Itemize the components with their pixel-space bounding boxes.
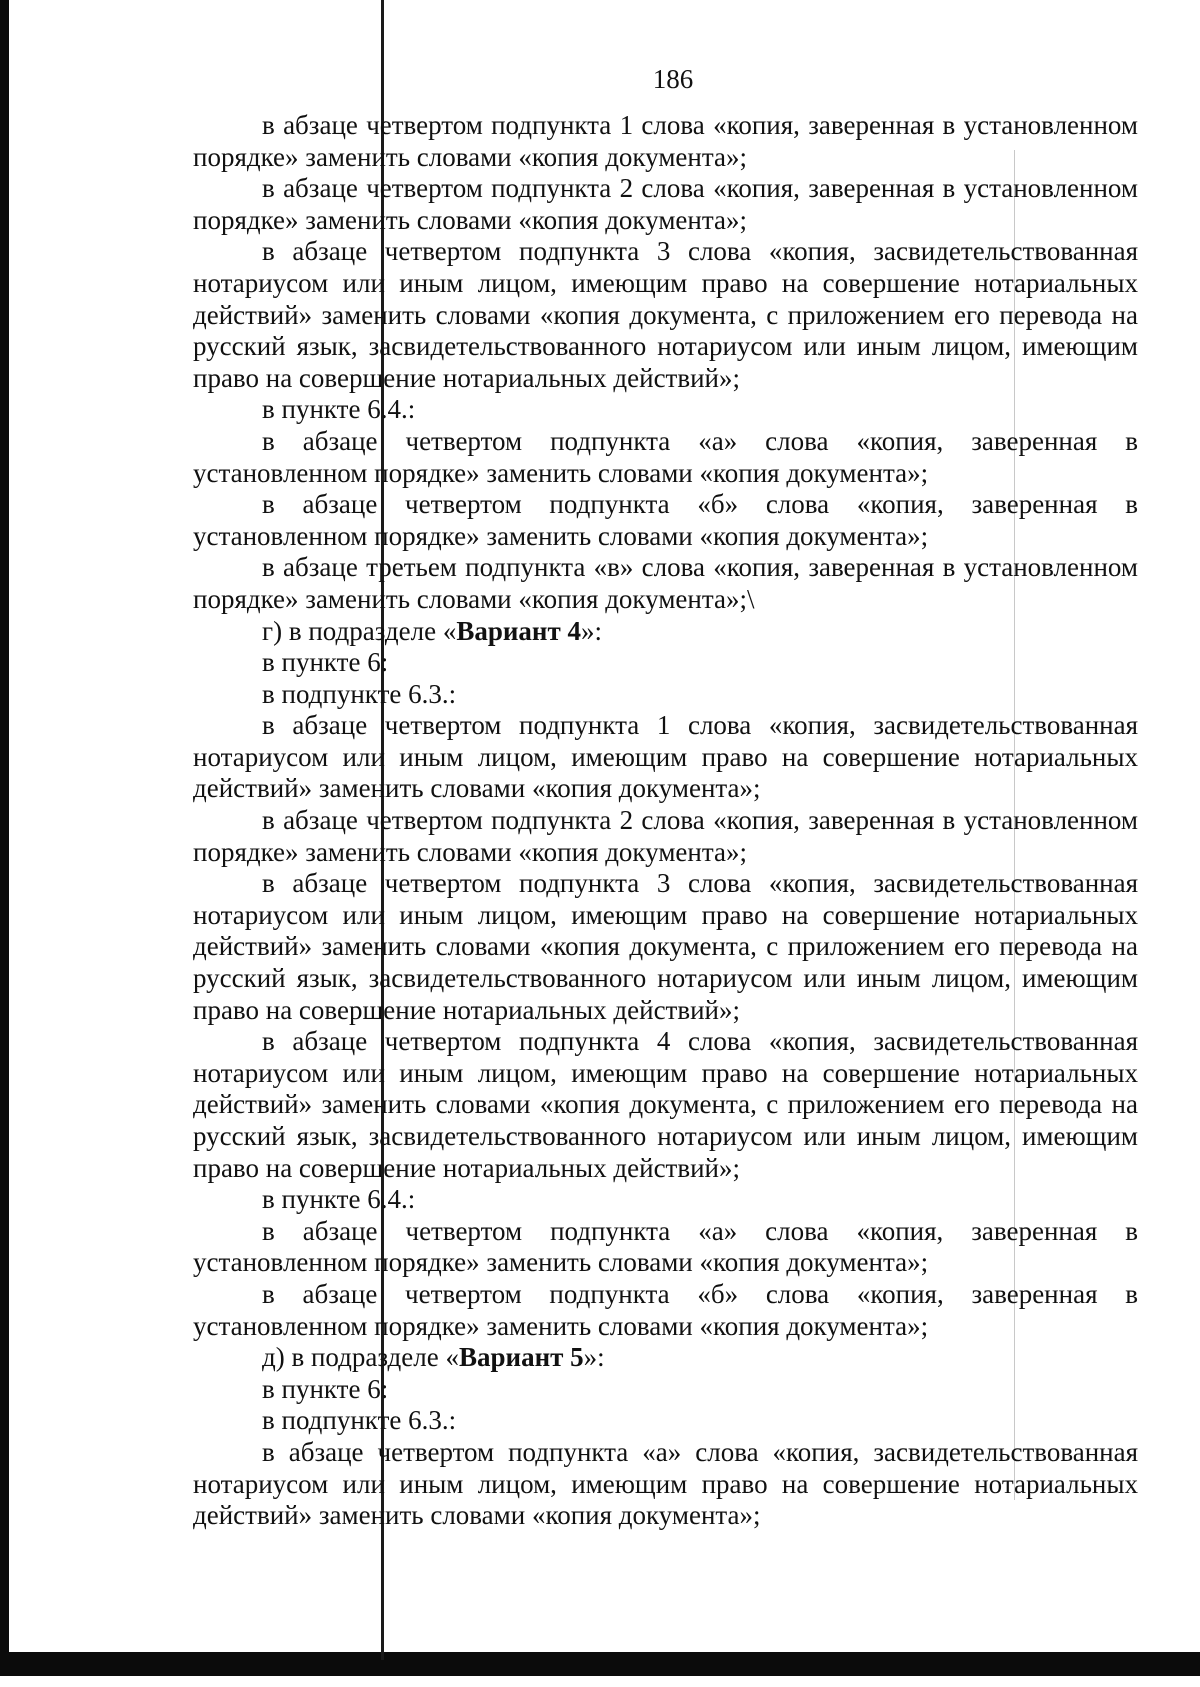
paragraph: в пункте 6.4.: xyxy=(262,1184,416,1215)
paragraph: в пункте 6: xyxy=(262,1373,389,1404)
paragraph: в абзаце четвертом подпункта «б» слова «копия, заверенная в установленном порядке» заменить словами «копия документа»; xyxy=(193,1278,1138,1341)
paragraph: в абзаце четвертом подпункта 1 слова «копия, заверенная в установленном порядке» заменить словами «копия документа»; xyxy=(193,110,1138,172)
paragraph: в абзаце четвертом подпункта «а» слова «копия, заверенная в установленном порядке» заменить словами «копия документа»; xyxy=(193,425,1138,488)
paragraph: в подпункте 6.3.: xyxy=(262,1405,457,1436)
paragraph: в пункте 6.4.: xyxy=(262,394,416,425)
document-body xyxy=(193,110,1138,1532)
paragraph: в абзаце третьем подпункта «в» слова «копия, заверенная в установленном порядке» заменить словами «копия документа»;\ xyxy=(193,552,1138,614)
scan-edge-bottom xyxy=(0,1652,1200,1676)
paragraph: в абзаце четвертом подпункта 1 слова «копия, засвидетельствованная нотариусом или иным лицом, имеющим право на совершение нотариальных действий» заменить словами «копия документа»; xyxy=(193,710,1138,804)
paragraph: в абзаце четвертом подпункта «а» слова «копия, засвидетельствованная нотариусом или иным лицом, имеющим право на совершение нотариальных действий» заменить словами «копия документа»; xyxy=(193,1436,1138,1531)
paragraph: в абзаце четвертом подпункта «б» слова «копия, заверенная в установленном порядке» заменить словами «копия документа»; xyxy=(193,489,1138,551)
paragraph: в абзаце четвертом подпункта 2 слова «копия, заверенная в установленном порядке» заменить словами «копия документа»; xyxy=(193,173,1138,235)
section-heading-bold: Вариант 4 xyxy=(456,615,581,646)
paragraph: в абзаце четвертом подпункта 3 слова «копия, засвидетельствованная нотариусом или иным лицом, имеющим право на совершение нотариальных действий» заменить словами «копия документа, с приложением его перевода на русский язык, засвидетельствованного нотариусом или иным лицом, имеющим право на совершение нотариальных действий»; xyxy=(193,868,1138,1025)
scan-edge-left xyxy=(0,0,9,1675)
paragraph: в подпункте 6.3.: xyxy=(262,678,457,709)
paragraph: в абзаце четвертом подпункта 3 слова «копия, засвидетельствованная нотариусом или иным лицом, имеющим право на совершение нотариальных действий» заменить словами «копия документа, с приложением его перевода на русский язык, засвидетельствованного нотариусом или иным лицом, имеющим право на совершение нотариальных действий»; xyxy=(193,236,1138,393)
paragraph: в абзаце четвертом подпункта 4 слова «копия, засвидетельствованная нотариусом или иным лицом, имеющим право на совершение нотариальных действий» заменить словами «копия документа, с приложением его перевода на русский язык, засвидетельствованного нотариусом или иным лицом, имеющим право на совершение нотариальных действий»; xyxy=(193,1026,1138,1183)
paragraph: в пункте 6: xyxy=(262,647,389,678)
section-heading-bold: Вариант 5 xyxy=(458,1342,584,1373)
paragraph: в абзаце четвертом подпункта 2 слова «копия, заверенная в установленном порядке» заменить словами «копия документа»; xyxy=(193,805,1138,867)
section-heading: д) в подразделе «Вариант 5»: xyxy=(262,1342,605,1373)
page-number: 186 xyxy=(652,64,694,94)
section-heading: г) в подразделе «Вариант 4»: xyxy=(262,615,602,646)
paragraph: в абзаце четвертом подпункта «а» слова «копия, заверенная в установленном порядке» заменить словами «копия документа»; xyxy=(193,1215,1138,1278)
